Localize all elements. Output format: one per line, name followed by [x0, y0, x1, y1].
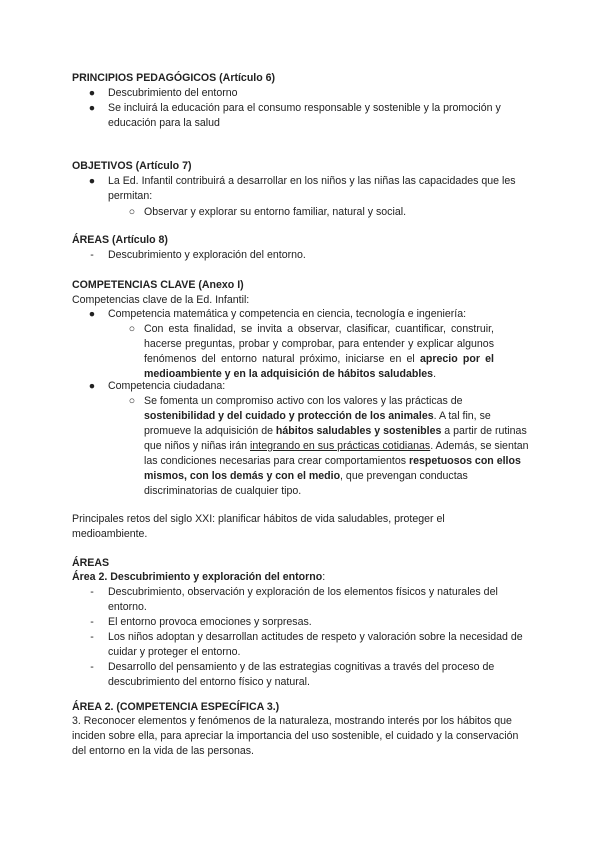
list-item: El entorno provoca emociones y sorpresas. — [108, 616, 312, 628]
dash-icon: - — [90, 661, 94, 673]
area2-competencia-text: 3. Reconocer elementos y fenómenos de la naturaleza, mostrando interés por los hábitos que inciden sobre ella, para apreciar la importancia del uso sostenible, el cuidado y la conservación del entorno en la vida de las personas. — [72, 715, 519, 757]
list-item: Los niños adoptan y desarrollan actitudes de respeto y valoración sobre la necesidad de cuidar y proteger el entorno. — [108, 631, 523, 658]
list-item: La Ed. Infantil contribuirá a desarrollar en los niños y las niñas las capacidades que les permitan: — [108, 175, 516, 202]
bullet-icon: ● — [88, 102, 96, 114]
list-item: Descubrimiento del entorno — [108, 87, 238, 99]
bold-text: aprecio por el medioambiente y en la adquisición de hábitos saludables — [144, 353, 494, 380]
text-run: . A tal fin, se promueve la adquisición de — [144, 410, 491, 437]
sub-list-item: Observar y explorar su entorno familiar, natural y social. — [144, 206, 407, 218]
competencia-description — [144, 322, 494, 382]
dash-icon: - — [90, 249, 94, 261]
bullet-icon: ● — [88, 175, 96, 187]
retos-paragraph: Principales retos del siglo XXI: planificar hábitos de vida saludables, proteger el medioambiente. — [72, 513, 445, 540]
bold-text: sostenibilidad y del cuidado y protección de los animales — [144, 410, 434, 422]
text-run: . Además, se sientan las condiciones necesarias para crear comportamientos — [144, 440, 529, 467]
area2-list — [72, 585, 532, 690]
competencia-title: Competencia ciudadana: — [108, 380, 226, 392]
bullet-icon: ● — [88, 380, 96, 392]
competencias-heading: COMPETENCIAS CLAVE (Anexo I) — [72, 279, 244, 291]
underlined-text: integrando en sus prácticas cotidianas — [250, 440, 431, 452]
list-item: Descubrimiento y exploración del entorno. — [108, 249, 306, 261]
dash-icon: - — [90, 586, 94, 598]
bullet-icon: ● — [88, 87, 96, 99]
objetivos-heading: OBJETIVOS (Artículo 7) — [72, 160, 192, 172]
text-run: . — [433, 368, 437, 380]
circle-bullet-icon: ○ — [128, 206, 136, 218]
list-item: Descubrimiento, observación y exploración de los elementos físicos y naturales del entorno. — [108, 586, 498, 613]
competencia-item — [72, 307, 532, 379]
principios-list — [72, 86, 532, 131]
dash-icon: - — [90, 631, 94, 643]
text-run: Con esta finalidad, se invita a observar, clasificar, cuantificar, construir, hacerse preguntas, probar y comprobar, para entender y explicar algunos fenómenos del entorno natural próximo, iniciarse en el — [144, 323, 494, 365]
principios-heading: PRINCIPIOS PEDAGÓGICOS (Artículo 6) — [72, 72, 276, 84]
competencias-intro: Competencias clave de la Ed. Infantil: — [72, 294, 250, 306]
text-run: a partir de rutinas que niños y niñas irán — [144, 425, 527, 452]
text-run: Se fomenta un compromiso activo con los valores y las prácticas de — [144, 395, 463, 407]
list-item: Se incluirá la educación para el consumo responsable y sostenible y la promoción y educación para la salud — [108, 102, 501, 129]
text-run: : — [322, 571, 326, 583]
area2-subheading — [72, 570, 532, 585]
areas-art8-heading: ÁREAS (Artículo 8) — [72, 234, 168, 246]
area2-competencia-heading: ÁREA 2. (COMPETENCIA ESPECÍFICA 3.) — [72, 701, 280, 713]
circle-bullet-icon: ○ — [128, 323, 136, 335]
areas-art8-list — [72, 248, 532, 263]
bullet-icon: ● — [88, 308, 96, 320]
objetivos-list — [72, 174, 532, 222]
competencia-item — [72, 379, 532, 504]
areas-heading: ÁREAS — [72, 557, 110, 569]
circle-bullet-icon: ○ — [128, 395, 136, 407]
text-run: , que prevengan conductas discriminatorias de cualquier tipo. — [144, 470, 468, 497]
bold-text: hábitos saludables y sostenibles — [275, 425, 442, 437]
competencia-description — [144, 394, 532, 499]
bold-text: Área 2. Descubrimiento y exploración del entorno — [72, 571, 323, 583]
dash-icon: - — [90, 616, 94, 628]
list-item: Desarrollo del pensamiento y de las estrategias cognitivas a través del proceso de descubrimiento del entorno físico y natural. — [108, 661, 495, 688]
bold-text: respetuosos con ellos mismos, con los demás y con el medio — [144, 455, 521, 482]
competencia-title: Competencia matemática y competencia en ciencia, tecnología e ingeniería: — [108, 308, 467, 320]
